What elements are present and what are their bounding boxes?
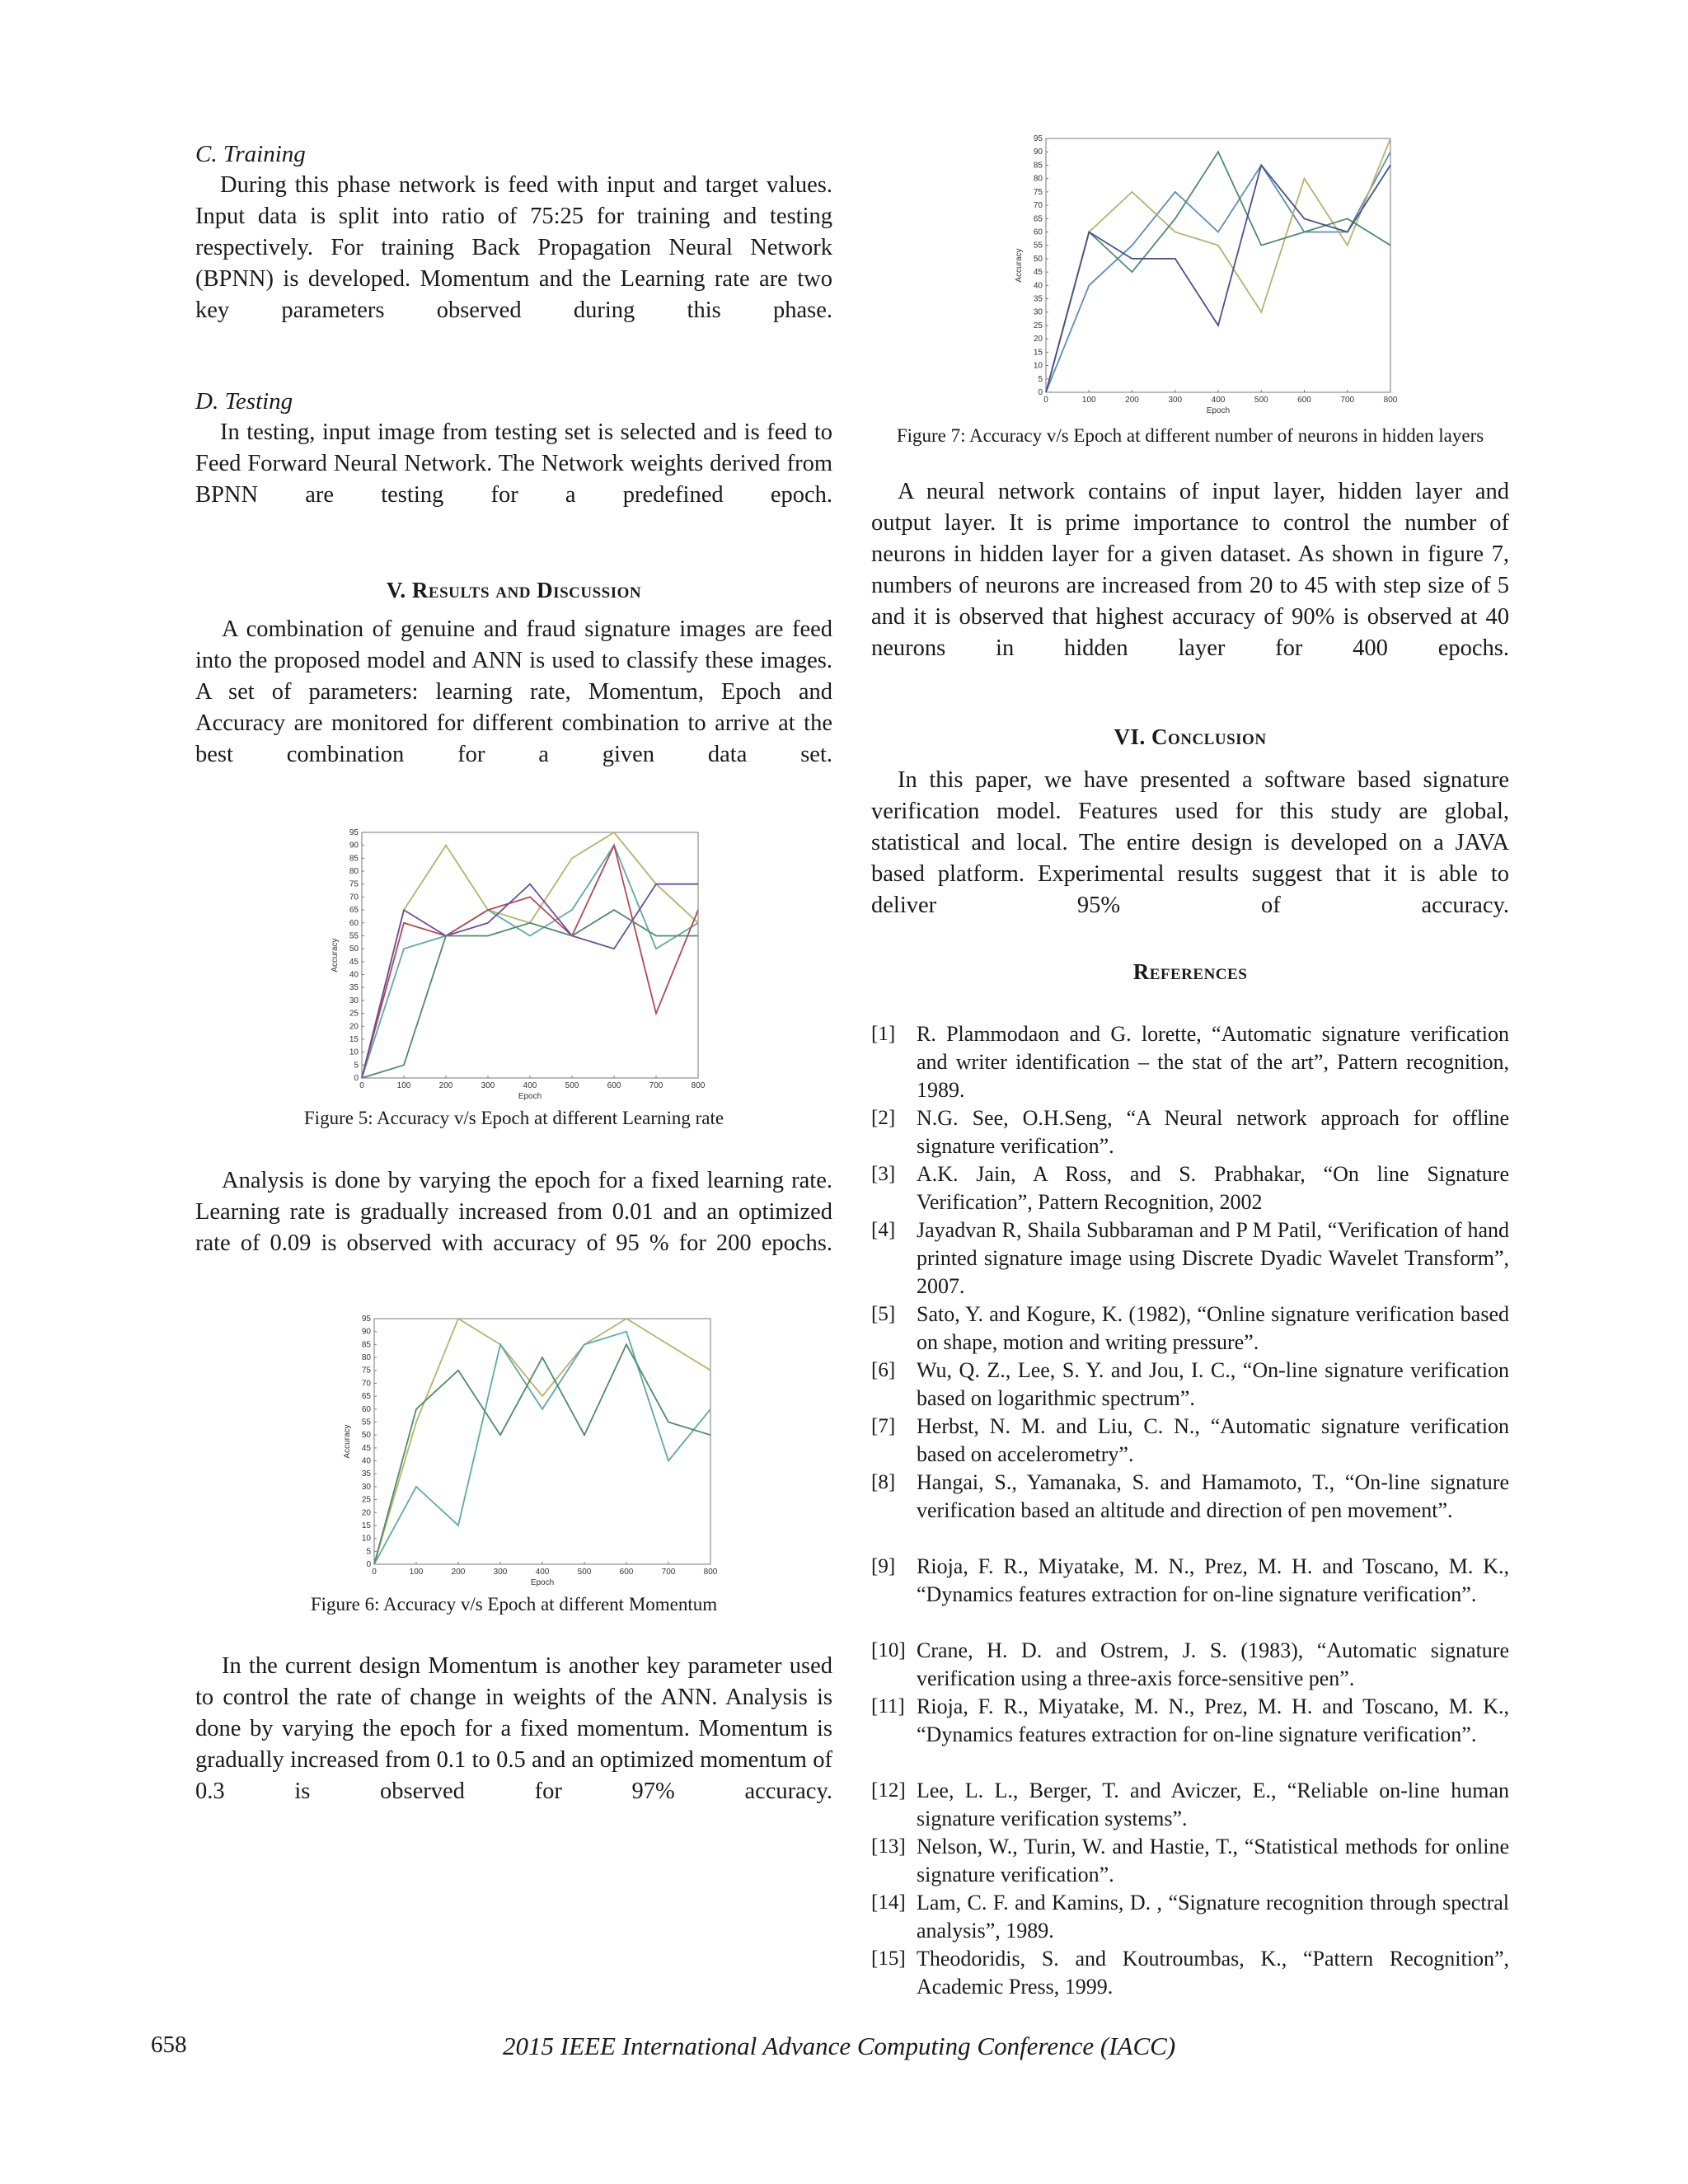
y-tick-label: 95 <box>1033 134 1043 143</box>
y-tick-label: 65 <box>361 1392 371 1402</box>
page-number: 658 <box>151 2032 187 2058</box>
y-tick-label: 25 <box>349 1009 359 1019</box>
testing-heading: D. Testing <box>195 388 293 415</box>
y-tick-label: 85 <box>361 1340 371 1350</box>
x-tick-label: 0 <box>359 1081 364 1090</box>
y-tick-label: 95 <box>349 828 359 837</box>
y-tick-label: 55 <box>361 1418 371 1427</box>
training-paragraph: During this phase network is feed with input and target values. Input data is split into ratio of 75:25 for training and testing respectively. For training Back Propagation Neural Network (BPNN) is developed. Momentum and the Learning rate are two key parameters observed during this phase. <box>195 172 832 323</box>
y-tick-label: 10 <box>1033 361 1043 371</box>
x-tick-label: 100 <box>396 1081 411 1090</box>
momentum-paragraph: In the current design Momentum is another key parameter used to control the rate of change in weights of the ANN. Analysis is done by varying the epoch for a fixed momentum. Momentum is gradually increased from 0.1 to 0.5 and an optimized momentum of 0.3 is observed for 97% accuracy. <box>195 1653 832 1804</box>
reference-text: Sato, Y. and Kogure, K. (1982), “Online signature verification based on shape, motion and writing pressure”. <box>917 1302 1509 1354</box>
reference-text: Jayadvan R, Shaila Subbaraman and P M Patil, “Verification of hand printed signature image using Discrete Dyadic Wavelet Transform”, 2007. <box>917 1218 1509 1298</box>
y-tick-label: 55 <box>1033 241 1043 251</box>
reference-text: Herbst, N. M. and Liu, C. N., “Automatic signature verification based on accelerometry”. <box>917 1414 1509 1466</box>
plot-area <box>374 1319 710 1564</box>
reference-text: R. Plammodaon and G. lorette, “Automatic signature verification and writer identification – the stat of the art”, Pattern recognition, 1989. <box>917 1022 1509 1102</box>
y-tick-label: 5 <box>354 1061 359 1071</box>
y-tick-label: 35 <box>349 983 359 993</box>
y-axis-label: Accuracy <box>331 938 340 972</box>
y-tick-label: 50 <box>1033 254 1043 264</box>
y-tick-label: 40 <box>1033 281 1043 291</box>
x-tick-label: 700 <box>1340 396 1355 405</box>
x-tick-label: 600 <box>607 1081 621 1090</box>
y-tick-label: 50 <box>349 944 359 954</box>
figure-6-caption: Figure 6: Accuracy v/s Epoch at different Momentum <box>310 1594 718 1615</box>
y-tick-label: 90 <box>1033 148 1043 157</box>
reference-text: Crane, H. D. and Ostrem, J. S. (1983), “Automatic signature verification using a three-axis force-sensitive pen”. <box>917 1638 1509 1690</box>
reference-number: [15] <box>871 1947 906 1970</box>
y-tick-label: 90 <box>361 1327 371 1337</box>
x-tick-label: 300 <box>1168 396 1183 405</box>
reference-text: Rioja, F. R., Miyatake, M. N., Prez, M. H. and Toscano, M. K., “Dynamics features extraction for on-line signature verification”. <box>917 1554 1509 1606</box>
y-tick-label: 75 <box>1033 187 1043 197</box>
x-tick-label: 400 <box>1211 396 1226 405</box>
references-heading: References <box>1132 959 1248 984</box>
y-tick-label: 35 <box>361 1469 371 1479</box>
y-tick-label: 45 <box>349 957 359 967</box>
figure-6 <box>340 1312 719 1592</box>
neurons-paragraph: A neural network contains of input layer, hidden layer and output layer. It is prime importance to control the number of neurons in hidden layer for a given dataset. As shown in figure 7, numbers of neurons are increased from 20 to 45 with step size of 5 and it is observed that highest accuracy of 90% is observed at 40 neurons in hidden layer for 400 epochs. <box>871 479 1509 661</box>
y-tick-label: 95 <box>361 1315 371 1324</box>
x-tick-label: 200 <box>438 1081 453 1090</box>
y-tick-label: 35 <box>1033 294 1043 304</box>
y-tick-label: 80 <box>349 867 359 877</box>
x-tick-label: 800 <box>1383 396 1398 405</box>
reference-number: [2] <box>871 1107 896 1129</box>
x-tick-label: 300 <box>481 1081 495 1090</box>
x-tick-label: 500 <box>565 1081 579 1090</box>
section-conclusion-heading: VI. Conclusion <box>1114 724 1267 749</box>
reference-number: [5] <box>871 1303 896 1325</box>
figure-7 <box>1011 132 1399 420</box>
x-tick-label: 100 <box>1081 396 1096 405</box>
y-tick-label: 25 <box>361 1495 371 1505</box>
y-tick-label: 80 <box>1033 174 1043 184</box>
y-tick-label: 70 <box>1033 201 1043 211</box>
y-tick-label: 10 <box>361 1534 371 1544</box>
x-tick-label: 500 <box>577 1568 592 1577</box>
x-axis-label: Epoch <box>518 1092 542 1101</box>
y-tick-label: 30 <box>1033 307 1043 317</box>
figure-7-chart <box>1011 132 1399 420</box>
reference-text: Lee, L. L., Berger, T. and Aviczer, E., “Reliable on-line human signature verification systems”. <box>917 1779 1509 1830</box>
conference-footer: 2015 IEEE International Advance Computing Conference (IACC) <box>503 2032 1176 2060</box>
y-axis-label: Accuracy <box>343 1424 352 1459</box>
x-tick-label: 500 <box>1254 396 1268 405</box>
reference-number: [11] <box>871 1695 905 1718</box>
reference-number: [3] <box>871 1163 896 1185</box>
figure-5-caption: Figure 5: Accuracy v/s Epoch at different Learning rate <box>303 1108 724 1128</box>
plot-area <box>1046 138 1390 392</box>
x-tick-label: 0 <box>1043 396 1048 405</box>
reference-number: [12] <box>871 1779 906 1802</box>
reference-number: [14] <box>871 1891 906 1914</box>
x-tick-label: 300 <box>493 1568 508 1577</box>
testing-paragraph: In testing, input image from testing set is selected and is feed to Feed Forward Neural Network. The Network weights derived from BPNN are testing for a predefined epoch. <box>195 419 832 508</box>
y-tick-label: 60 <box>361 1404 371 1414</box>
figure-5 <box>327 826 706 1106</box>
x-tick-label: 200 <box>451 1568 466 1577</box>
y-tick-label: 40 <box>361 1456 371 1466</box>
y-tick-label: 50 <box>361 1431 371 1441</box>
y-tick-label: 15 <box>1033 348 1043 358</box>
reference-text: N.G. See, O.H.Seng, “A Neural network approach for offline signature verification”. <box>917 1106 1509 1158</box>
x-tick-label: 700 <box>661 1568 676 1577</box>
y-tick-label: 20 <box>349 1022 359 1032</box>
reference-number: [10] <box>871 1639 906 1661</box>
x-axis-label: Epoch <box>1206 406 1231 415</box>
figure-5-chart <box>327 826 706 1106</box>
y-tick-label: 5 <box>366 1547 371 1557</box>
y-tick-label: 60 <box>349 918 359 928</box>
y-tick-label: 0 <box>354 1074 359 1083</box>
y-tick-label: 85 <box>1033 161 1043 171</box>
y-tick-label: 15 <box>349 1034 359 1044</box>
y-tick-label: 10 <box>349 1047 359 1057</box>
x-tick-label: 0 <box>372 1568 377 1577</box>
y-tick-label: 65 <box>1033 214 1043 224</box>
y-tick-label: 40 <box>349 970 359 980</box>
learning-rate-paragraph: Analysis is done by varying the epoch for a fixed learning rate. Learning rate is gradually increased from 0.01 and an optimized rate of 0.09 is observed with accuracy of 95 % for 200 epochs. <box>195 1168 832 1256</box>
x-tick-label: 100 <box>409 1568 424 1577</box>
reference-text: A.K. Jain, A Ross, and S. Prabhakar, “On line Signature Verification”, Pattern Recognition, 2002 <box>917 1162 1509 1214</box>
y-tick-label: 60 <box>1033 227 1043 237</box>
reference-number: [7] <box>871 1415 896 1437</box>
reference-number: [8] <box>871 1471 896 1493</box>
y-tick-label: 55 <box>349 931 359 941</box>
y-tick-label: 45 <box>361 1443 371 1453</box>
x-tick-label: 800 <box>703 1568 718 1577</box>
y-tick-label: 90 <box>349 841 359 851</box>
y-tick-label: 20 <box>361 1508 371 1518</box>
reference-text: Rioja, F. R., Miyatake, M. N., Prez, M. H. and Toscano, M. K., “Dynamics features extraction for on-line signature verification”. <box>917 1694 1509 1746</box>
x-tick-label: 400 <box>535 1568 550 1577</box>
x-tick-label: 600 <box>1297 396 1311 405</box>
y-tick-label: 75 <box>349 879 359 889</box>
section-results-heading: V. Results and Discussion <box>386 578 642 602</box>
reference-text: Hangai, S., Yamanaka, S. and Hamamoto, T., “On-line signature verification based an altitude and direction of pen movement”. <box>917 1470 1509 1522</box>
x-tick-label: 700 <box>649 1081 663 1090</box>
figure-7-caption: Figure 7: Accuracy v/s Epoch at different number of neurons in hidden layers <box>896 425 1484 446</box>
x-tick-label: 800 <box>691 1081 706 1090</box>
figure-6-chart <box>340 1312 719 1592</box>
x-tick-label: 200 <box>1125 396 1139 405</box>
y-axis-label: Accuracy <box>1015 248 1024 283</box>
reference-number: [4] <box>871 1219 896 1241</box>
y-tick-label: 80 <box>361 1353 371 1363</box>
y-tick-label: 45 <box>1033 268 1043 278</box>
y-tick-label: 20 <box>1033 335 1043 344</box>
reference-number: [9] <box>871 1555 896 1577</box>
reference-text: Lam, C. F. and Kamins, D. , “Signature recognition through spectral analysis”, 1989. <box>917 1891 1509 1943</box>
results-paragraph: A combination of genuine and fraud signature images are feed into the proposed model and ANN is used to classify these images. A set of parameters: learning rate, Momentum, Epoch and Accuracy are monitored for different combination to arrive at the best combination for a given data set. <box>195 616 832 767</box>
y-tick-label: 85 <box>349 854 359 864</box>
y-tick-label: 0 <box>1038 388 1043 397</box>
reference-number: [6] <box>871 1359 896 1381</box>
reference-text: Wu, Q. Z., Lee, S. Y. and Jou, I. C., “On-line signature verification based on logarithmic spectrum”. <box>917 1358 1509 1410</box>
training-heading: C. Training <box>195 141 306 167</box>
y-tick-label: 75 <box>361 1366 371 1376</box>
y-tick-label: 65 <box>349 906 359 916</box>
reference-number: [13] <box>871 1835 906 1858</box>
y-tick-label: 30 <box>349 996 359 1005</box>
x-tick-label: 400 <box>523 1081 537 1090</box>
y-tick-label: 70 <box>361 1379 371 1389</box>
reference-text: Theodoridis, S. and Koutroumbas, K., “Pattern Recognition”, Academic Press, 1999. <box>917 1947 1509 1999</box>
y-tick-label: 0 <box>366 1560 371 1569</box>
x-axis-label: Epoch <box>530 1578 555 1587</box>
x-tick-label: 600 <box>619 1568 634 1577</box>
y-tick-label: 15 <box>361 1521 371 1530</box>
reference-number: [1] <box>871 1023 896 1045</box>
conclusion-paragraph: In this paper, we have presented a software based signature verification model. Features used for this study are global, statistical and local. The entire design is developed on a JAVA based platform. Experimental results suggest that it is able to deliver 95% of accuracy. <box>871 767 1509 918</box>
y-tick-label: 70 <box>349 893 359 902</box>
y-tick-label: 25 <box>1033 321 1043 330</box>
y-tick-label: 30 <box>361 1482 371 1492</box>
y-tick-label: 5 <box>1038 374 1043 384</box>
reference-text: Nelson, W., Turin, W. and Hastie, T., “Statistical methods for online signature verification”. <box>917 1835 1509 1886</box>
